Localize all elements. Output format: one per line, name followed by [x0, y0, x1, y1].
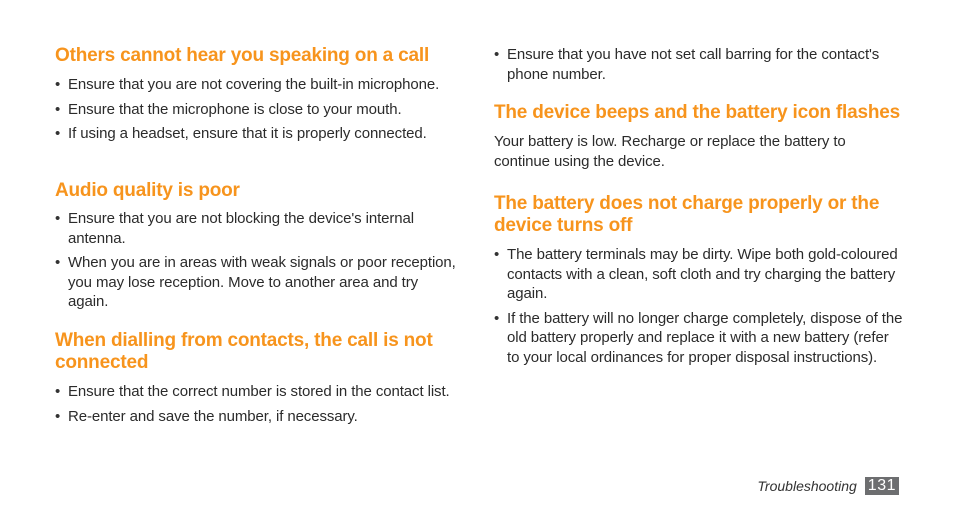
list-item: • Re-enter and save the number, if necessary.: [55, 407, 460, 427]
section-heading-dialling-contacts: When dialling from contacts, the call is not connected: [55, 330, 433, 373]
bullet-list-dialling-contacts: [55, 382, 460, 431]
list-item: • When you are in areas with weak signals or poor reception, you may lose reception. Move to another area and try again.: [55, 253, 460, 312]
section-heading-audio-quality: Audio quality is poor: [55, 180, 240, 201]
list-item: • Ensure that the microphone is close to your mouth.: [55, 100, 460, 120]
list-item: • Ensure that you are not covering the built-in microphone.: [55, 75, 460, 95]
list-item: • Ensure that the correct number is stored in the contact list.: [55, 382, 460, 402]
section-heading-device-beeps: The device beeps and the battery icon flashes: [494, 102, 900, 123]
bullet-list-audio-quality: [55, 209, 460, 317]
page-footer: [757, 477, 899, 495]
list-item: • Ensure that you are not blocking the device's internal antenna.: [55, 209, 460, 248]
section-heading-battery-charge: The battery does not charge properly or the device turns off: [494, 193, 880, 236]
section-heading-cannot-hear: Others cannot hear you speaking on a call: [55, 45, 430, 66]
list-item: • If the battery will no longer charge completely, dispose of the old battery properly and replace it with a new battery (refer to your local ordinances for proper disposal instructions).: [494, 309, 904, 368]
bullet-list-cannot-hear: [55, 75, 460, 149]
list-item: • If using a headset, ensure that it is properly connected.: [55, 124, 460, 144]
page-number: 131: [865, 477, 899, 495]
paragraph-battery-low: Your battery is low. Recharge or replace the battery to continue using the device.: [494, 133, 846, 170]
bullet-list-call-barring: [494, 45, 904, 89]
bullet-list-battery-charge: [494, 245, 904, 372]
list-item: • Ensure that you have not set call barring for the contact's phone number.: [494, 45, 904, 84]
footer-section-label: Troubleshooting: [757, 478, 857, 494]
list-item: • The battery terminals may be dirty. Wipe both gold-coloured contacts with a clean, soft cloth and try charging the battery again.: [494, 245, 904, 304]
